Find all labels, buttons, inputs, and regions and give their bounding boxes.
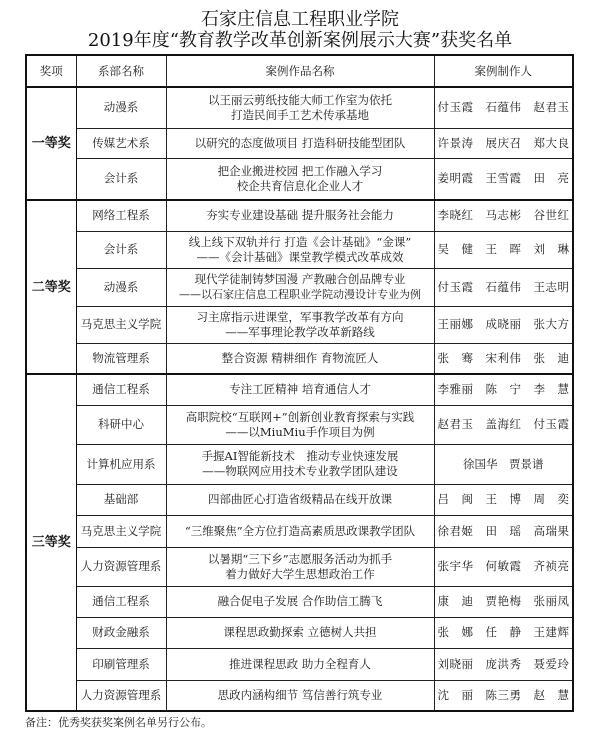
table-row — [26, 444, 573, 484]
case-title-cell: 以暑期“三下乡”志愿服务活动为抓手 着力做好大学生思想政治工作 — [166, 547, 434, 586]
award-level-second: 二等奖 — [26, 200, 76, 374]
authors-cell: 赵君玉 盖海红 付玉霞 — [434, 405, 573, 444]
table-row — [26, 158, 573, 200]
authors-cell: 沈 丽 陈三勇 赵 慧 — [434, 680, 573, 711]
authors-cell: 付玉霞 石蕴伟 王志明 — [434, 268, 573, 306]
table-row — [26, 231, 573, 268]
authors-cell: 付玉霞 石蕴伟 赵君玉 — [434, 87, 573, 128]
case-title-cell: “三维聚焦”全方位打造高素质思政课教学团队 — [166, 515, 434, 547]
department-cell: 动漫系 — [76, 268, 166, 306]
department-cell: 人力资源管理系 — [76, 547, 166, 586]
table-row — [26, 128, 573, 158]
header-department: 系部名称 — [76, 55, 166, 87]
table-row — [26, 343, 573, 374]
case-title-cell: 夯实专业建设基础 提升服务社会能力 — [166, 200, 434, 231]
authors-cell: 康 迪 贾艳梅 张丽凤 — [434, 586, 573, 617]
case-title-cell: 四部曲匠心打造省级精品在线开放课 — [166, 484, 434, 515]
table-row — [26, 617, 573, 648]
awards-table — [25, 54, 574, 712]
authors-cell: 张宇华 何敏霞 齐祯亮 — [434, 547, 573, 586]
case-title-cell: 习主席指示进课堂，军事教学改革有方向 ——军事理论教学改革新路线 — [166, 306, 434, 343]
award-level-third: 三等奖 — [26, 374, 76, 711]
authors-cell: 徐国华 贾景谱 — [434, 444, 573, 484]
department-cell: 基础部 — [76, 484, 166, 515]
authors-cell: 李晓红 马志彬 谷世红 — [434, 200, 573, 231]
authors-cell: 张 娜 任 静 王建辉 — [434, 617, 573, 648]
case-title-cell: 专注工匠精神 培育通信人才 — [166, 374, 434, 405]
document-title: 石家庄信息工程职业学院 — [201, 9, 399, 30]
department-cell: 财政金融系 — [76, 617, 166, 648]
table-row — [26, 306, 573, 343]
case-title-cell: 以研究的态度做项目 打造科研技能型团队 — [166, 128, 434, 158]
authors-cell: 王丽娜 成晓丽 张大方 — [434, 306, 573, 343]
table-row — [26, 87, 573, 128]
case-title-cell: 融合促电子发展 合作助信工腾飞 — [166, 586, 434, 617]
department-cell: 通信工程系 — [76, 586, 166, 617]
department-cell: 计算机应用系 — [76, 444, 166, 484]
footnote: 备注：优秀奖获奖案例名单另行公布。 — [25, 716, 212, 729]
department-cell: 科研中心 — [76, 405, 166, 444]
authors-cell: 徐君姬 田 瑶 高瑞果 — [434, 515, 573, 547]
department-cell: 会计系 — [76, 158, 166, 200]
table-row — [26, 268, 573, 306]
document-subtitle: 2019年度“教育教学改革创新案例展示大赛”获奖名单 — [87, 30, 513, 51]
award-level-first: 一等奖 — [26, 87, 76, 200]
department-cell: 马克思主义学院 — [76, 306, 166, 343]
authors-cell: 吴 健 王 晖 刘 琳 — [434, 231, 573, 268]
authors-cell: 张 骞 宋利伟 张 迪 — [434, 343, 573, 374]
table-header-row — [26, 55, 573, 87]
case-title-cell: 手握AI智能新技术 推动专业快速发展 ——物联网应用技术专业教学团队建设 — [166, 444, 434, 484]
table-row — [26, 484, 573, 515]
authors-cell: 许景涛 展庆召 郑大良 — [434, 128, 573, 158]
case-title-cell: 课程思政勤探索 立德树人共担 — [166, 617, 434, 648]
department-cell: 网络工程系 — [76, 200, 166, 231]
table-row — [26, 586, 573, 617]
case-title-cell: 推进课程思政 助力全程育人 — [166, 648, 434, 680]
table-row — [26, 515, 573, 547]
table-row — [26, 405, 573, 444]
case-title-cell: 整合资源 精耕细作 育物流匠人 — [166, 343, 434, 374]
case-title-cell: 思政内涵构细节 笃信善行筑专业 — [166, 680, 434, 711]
case-title-cell: 线上线下双轨并行 打造《会计基础》“金课” ——《会计基础》课堂教学模式改革成效 — [166, 231, 434, 268]
department-cell: 传媒艺术系 — [76, 128, 166, 158]
department-cell: 会计系 — [76, 231, 166, 268]
authors-cell: 姜明霞 王雪霞 田 亮 — [434, 158, 573, 200]
table-row — [26, 680, 573, 711]
table-row — [26, 547, 573, 586]
case-title-cell: 高职院校“互联网+”创新创业教育探索与实践 ——以MiuMiu手作项目为例 — [166, 405, 434, 444]
department-cell: 人力资源管理系 — [76, 680, 166, 711]
table-row — [26, 374, 573, 405]
department-cell: 物流管理系 — [76, 343, 166, 374]
department-cell: 印刷管理系 — [76, 648, 166, 680]
department-cell: 动漫系 — [76, 87, 166, 128]
authors-cell: 刘晓丽 庞洪秀 聂爱玲 — [434, 648, 573, 680]
department-cell: 通信工程系 — [76, 374, 166, 405]
authors-cell: 李雅丽 陈 宁 李 慧 — [434, 374, 573, 405]
table-row — [26, 200, 573, 231]
department-cell: 马克思主义学院 — [76, 515, 166, 547]
table-row — [26, 648, 573, 680]
header-award: 奖项 — [26, 55, 76, 87]
case-title-cell: 以王丽云剪纸技能大师工作室为依托 打造民间手工艺术传承基地 — [166, 87, 434, 128]
authors-cell: 吕 闽 王 博 周 奕 — [434, 484, 573, 515]
case-title-cell: 现代学徒制铸梦国漫 产教融合创品牌专业 ——以石家庄信息工程职业学院动漫设计专业为例 — [166, 268, 434, 306]
header-authors: 案例制作人 — [434, 55, 573, 87]
case-title-cell: 把企业搬进校园 把工作融入学习 校企共育信息化企业人才 — [166, 158, 434, 200]
header-case-title: 案例作品名称 — [166, 55, 434, 87]
